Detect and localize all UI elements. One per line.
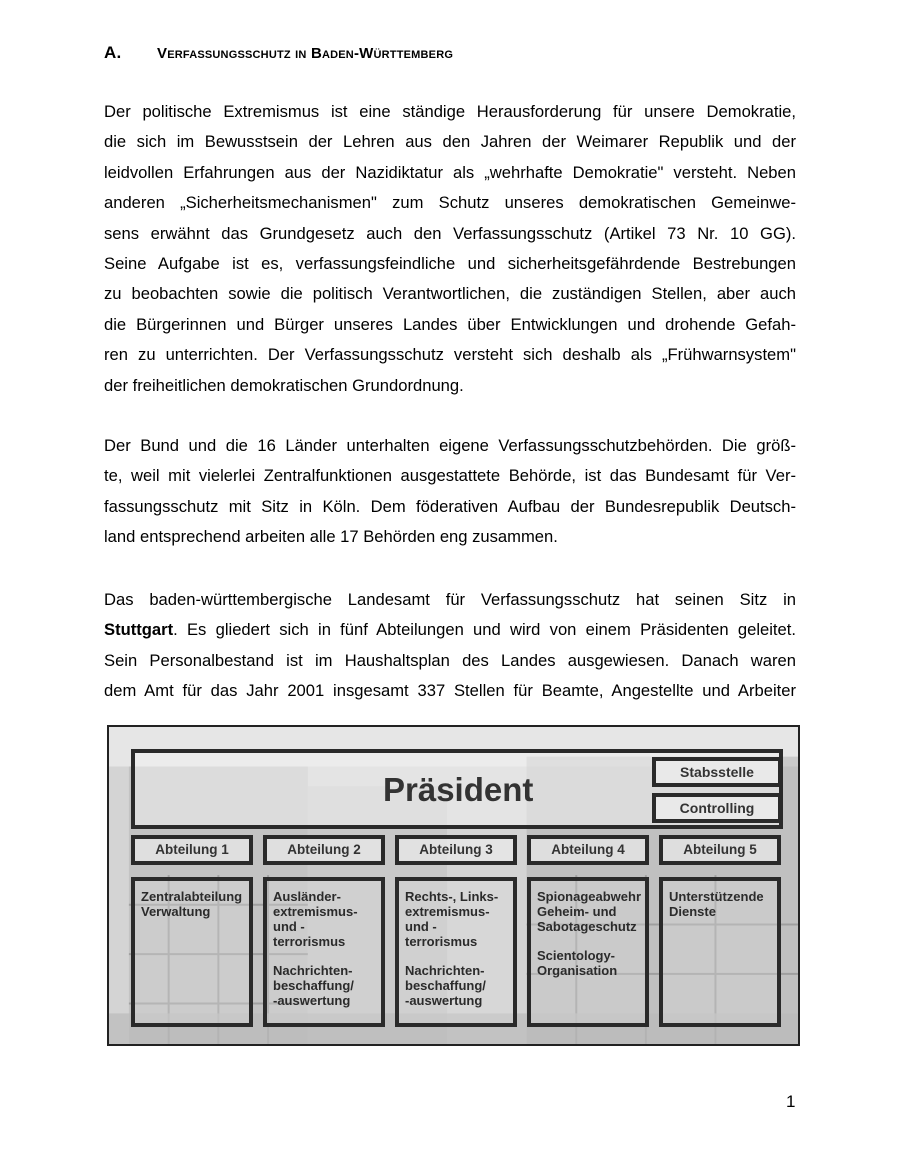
text-line: [104, 615, 796, 645]
paragraph-3: [104, 585, 796, 707]
bold-city: Stuttgart: [104, 620, 174, 640]
text-line: der freiheitlichen demokratischen Grundordnung.: [104, 375, 464, 395]
department-task: Unterstützende Dienste: [669, 889, 764, 919]
text-line-rest: . Es gliedert sich in fünf Abteilungen und wird von einem Präsidenten geleitet.: [173, 620, 796, 640]
department-task: Ausländer- extremismus- und -terrorismus: [273, 889, 358, 949]
staff-box-controlling: Controlling: [652, 793, 782, 823]
text-line: Das baden-württembergische Landesamt für Verfassungsschutz hat seinen Sitz in: [104, 590, 796, 609]
text-line: anderen „Sicherheitsmechanismen" zum Schutz unseres demokratischen Gemeinwe-: [104, 193, 796, 213]
text-line: te, weil mit vielerlei Zentralfunktionen ausgestattete Behörde, ist das Bundesamt für Ver-: [104, 466, 796, 486]
text-line: Sein Personalbestand ist im Haushaltsplan des Landes ausgewiesen. Danach waren: [104, 650, 796, 670]
text-line: ren zu unterrichten. Der Verfassungsschutz versteht sich deshalb als „Frühwarnsystem": [104, 345, 796, 365]
department-body-4: [527, 877, 649, 1027]
department-task: Scientology- Organisation: [537, 948, 618, 978]
department-task: Zentralabteilung Verwaltung: [141, 889, 243, 919]
text-line: zu beobachten sowie die politisch Verantwortlichen, die zuständigen Stellen, aber auch: [104, 284, 796, 304]
staff-box-stabsstelle: Stabsstelle: [652, 757, 782, 787]
section-number: A.: [104, 43, 122, 62]
department-header-5: Abteilung 5: [659, 835, 781, 865]
text-line: sens erwähnt das Grundgesetz auch den Verfassungsschutz (Artikel 73 Nr. 10 GG).: [104, 223, 796, 243]
department-header-4: Abteilung 4: [527, 835, 649, 865]
section-title: Verfassungsschutz in Baden-Württemberg: [157, 45, 454, 62]
department-header-2: Abteilung 2: [263, 835, 385, 865]
page-number: 1: [786, 1092, 796, 1111]
text-line: Der politische Extremismus ist eine ständige Herausforderung für unsere Demokratie,: [104, 102, 796, 121]
text-line: land entsprechend arbeiten alle 17 Behörden eng zusammen.: [104, 527, 558, 547]
text-line: dem Amt für das Jahr 2001 insgesamt 337 Stellen für Beamte, Angestellte und Arbeiter: [104, 681, 796, 701]
section-heading: [104, 43, 453, 63]
paragraph-2: [104, 431, 796, 553]
text-line: die sich im Bewusstsein der Lehren aus den Jahren der Weimarer Republik und der: [104, 132, 796, 152]
text-line: Seine Aufgabe ist es, verfassungsfeindliche und sicherheitsgefährdende Bestrebungen: [104, 254, 796, 274]
text-line: leidvollen Erfahrungen aus der Nazidiktatur als „wehrhafte Demokratie" versteht. Neben: [104, 162, 796, 182]
department-header-1: Abteilung 1: [131, 835, 253, 865]
paragraph-1: [104, 97, 796, 401]
org-chart: [107, 725, 800, 1046]
department-body-1: [131, 877, 253, 1027]
department-task: Spionageabwehr Geheim- und Sabotageschutz: [537, 889, 642, 934]
department-task: Nachrichten- beschaffung/ -auswertung: [405, 963, 486, 1008]
department-task: Nachrichten- beschaffung/ -auswertung: [273, 963, 354, 1008]
president-label: Präsident: [383, 771, 534, 808]
text-line: fassungsschutz mit Sitz in Köln. Dem föderativen Aufbau der Bundesrepublik Deutsch-: [104, 496, 796, 516]
department-body-5: [659, 877, 781, 1027]
department-header-3: Abteilung 3: [395, 835, 517, 865]
department-task: Rechts-, Links- extremismus- und -terrorismus: [405, 889, 499, 949]
department-body-2: [263, 877, 385, 1027]
department-body-3: [395, 877, 517, 1027]
text-line: die Bürgerinnen und Bürger unseres Landes über Entwicklungen und drohende Gefah-: [104, 314, 796, 334]
text-line: Der Bund und die 16 Länder unterhalten eigene Verfassungsschutzbehörden. Die größ-: [104, 436, 796, 455]
